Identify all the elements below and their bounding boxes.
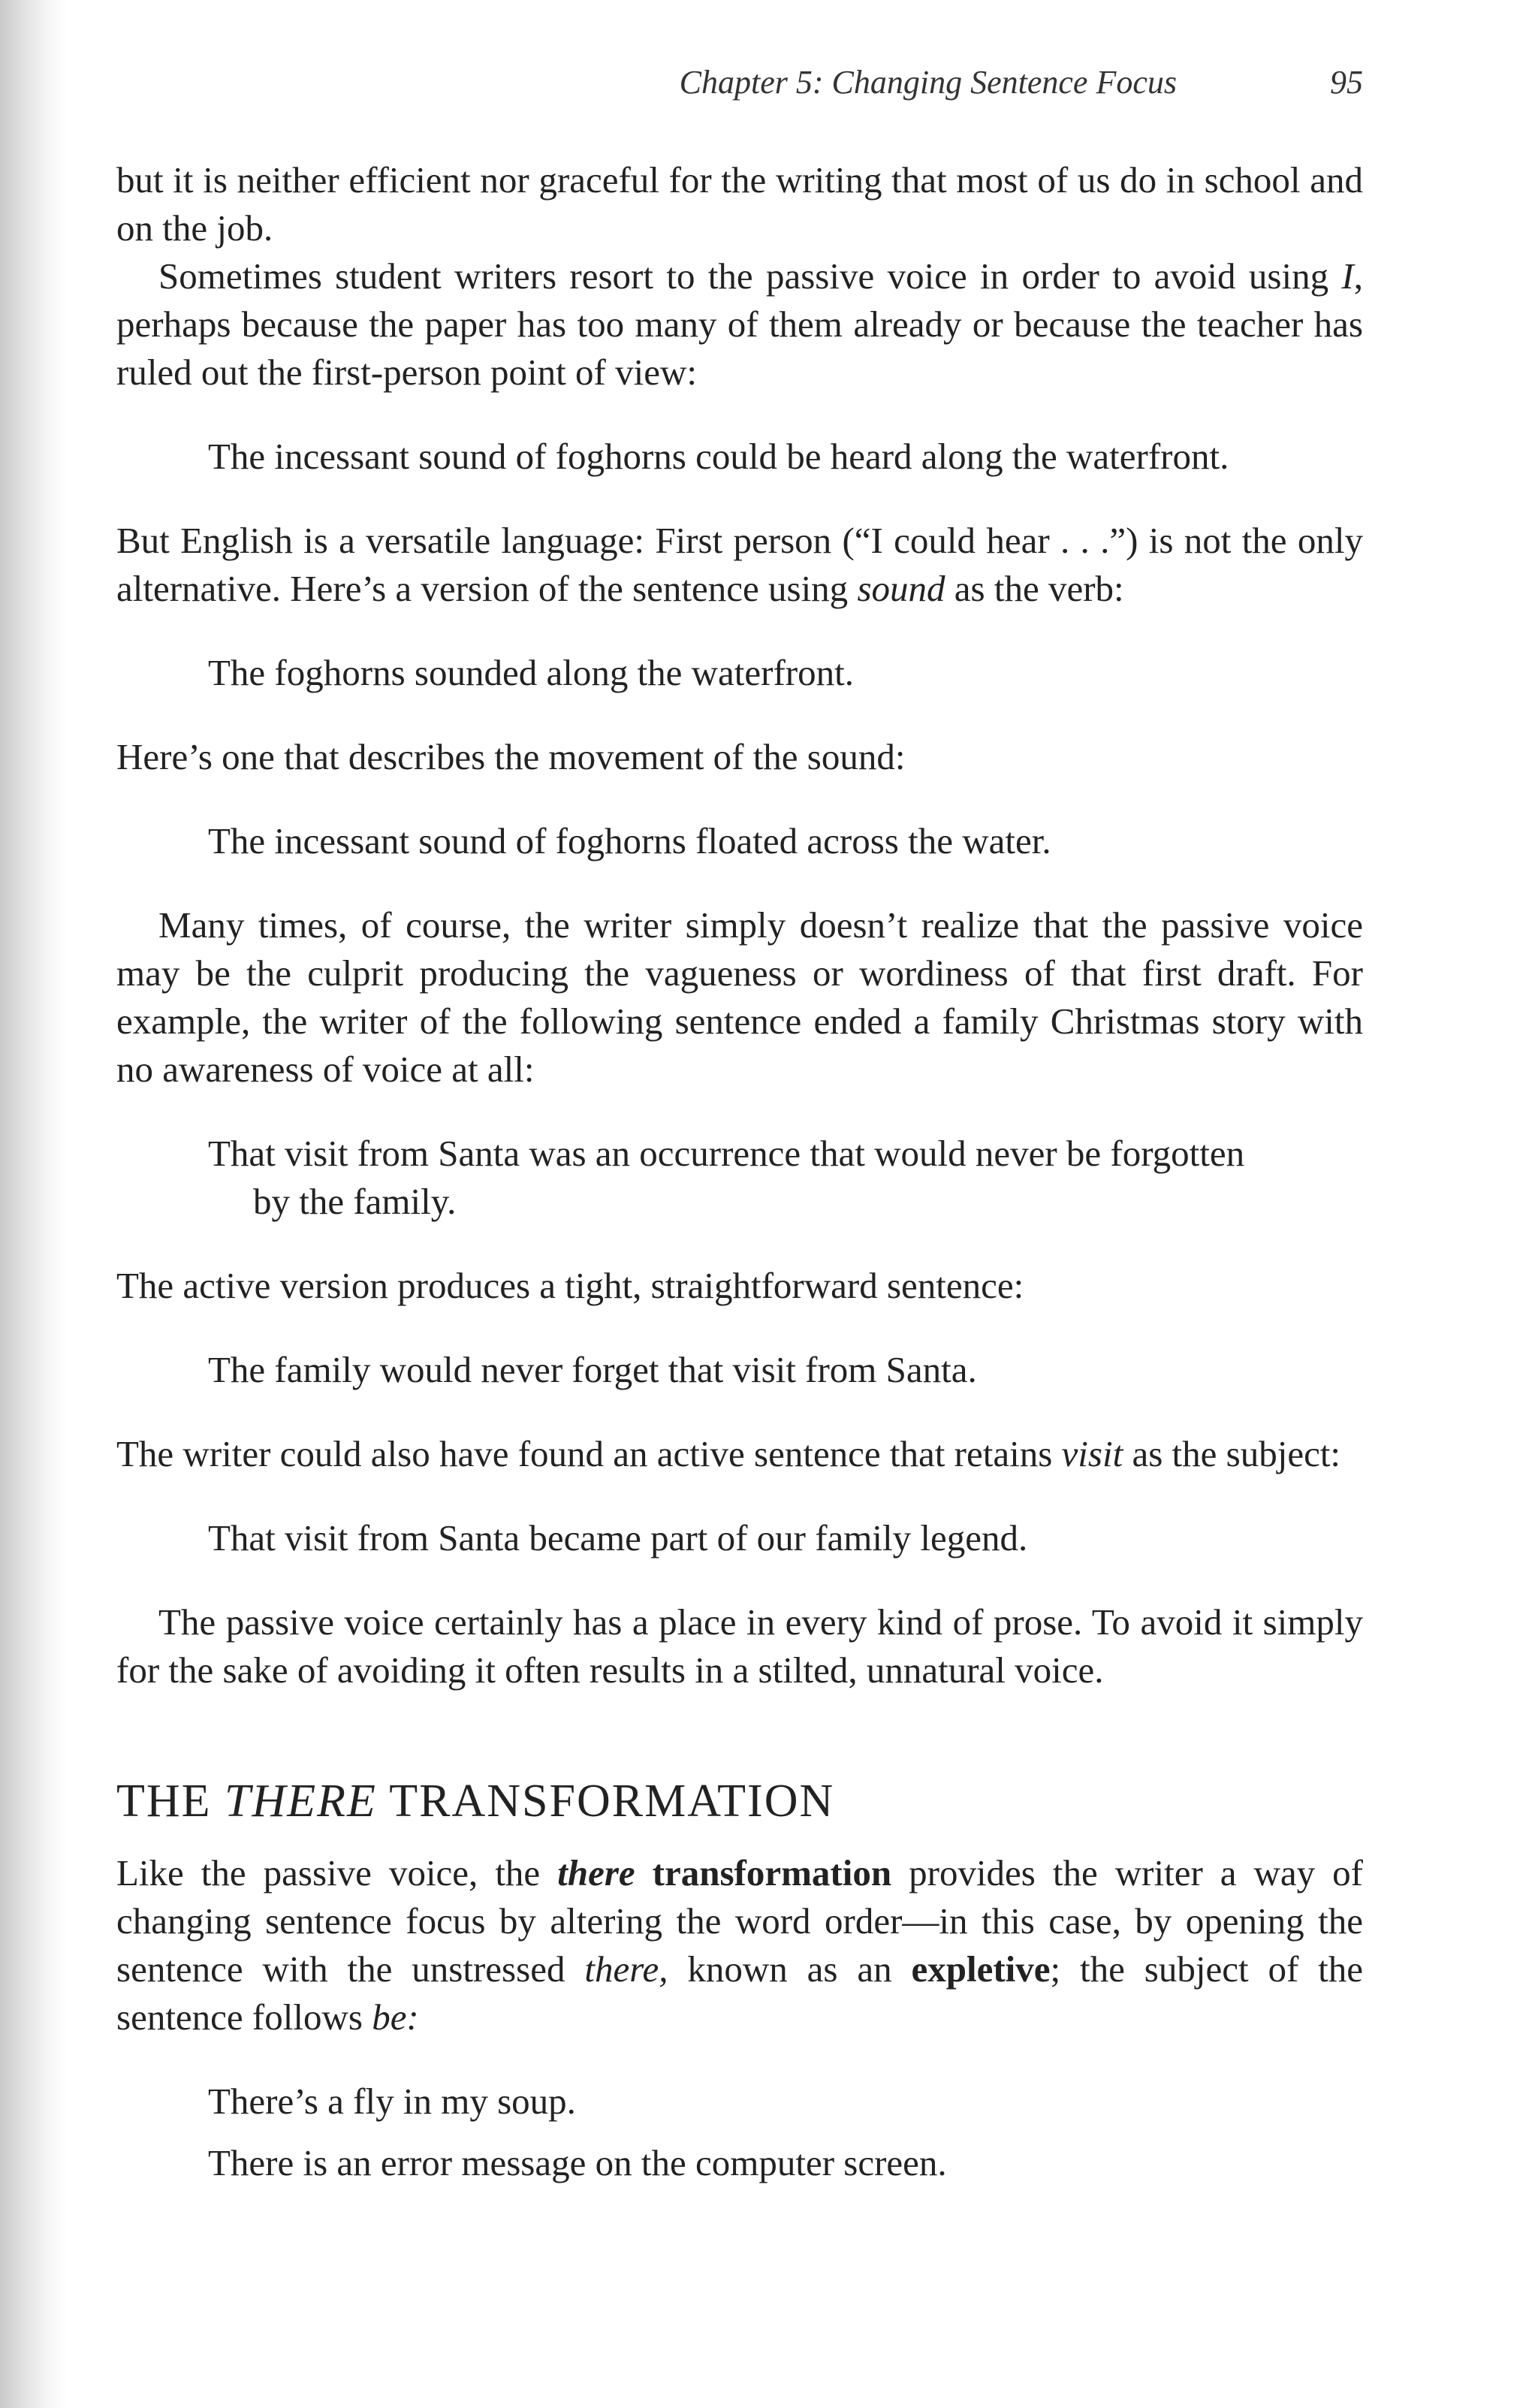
book-page (116, 0, 1363, 2408)
binding-shadow (0, 0, 68, 2408)
paragraph-6: The active version produces a tight, straightforward sentence: (116, 1265, 1024, 1306)
example-sentence-1: The incessant sound of foghorns could be heard along the waterfront. (208, 436, 1229, 477)
paragraph-5: Many times, of course, the writer simply doesn’t realize that the passive voice may be the culprit producing the vagueness or wordiness of that first draft. For example, the writer of the following sentence ended a family Christmas story with no awareness of voice at all: (116, 904, 1363, 1090)
page-number: 95 (1330, 64, 1363, 101)
example-sentence-8: There is an error message on the computer screen. (208, 2142, 947, 2183)
example-sentence-5: The family would never forget that visit from Santa. (208, 1349, 977, 1390)
example-sentence-4: That visit from Santa was an occurrence that would never be forgotten by the family. (208, 1133, 1245, 1222)
paragraph-8: The passive voice certainly has a place in every kind of prose. To avoid it simply for the sake of avoiding it often results in a stilted, unnatural voice. (116, 1601, 1363, 1691)
paragraph-9: Like the passive voice, the there transformation provides the writer a way of changing sentence focus by altering the word order—in this case, by opening the sentence with the unstressed there, known as an expletive; the subject of the sentence follows be: (116, 1852, 1364, 2038)
paragraph-7: The writer could also have found an active sentence that retains visit as the subject: (116, 1433, 1341, 1474)
paragraph-4: Here’s one that describes the movement of the sound: (116, 736, 906, 777)
body-text (116, 156, 1363, 2187)
chapter-title: Chapter 5: Changing Sentence Focus (679, 64, 1177, 101)
example-sentence-3: The incessant sound of foghorns floated across the water. (208, 820, 1051, 862)
example-sentence-2: The foghorns sounded along the waterfront. (208, 652, 854, 693)
paragraph-2: Sometimes student writers resort to the passive voice in order to avoid using I, perhaps because the paper has too many of them already or because the teacher has ruled out the first-person point of view: (116, 255, 1363, 393)
paragraph-1: but it is neither efficient nor graceful for the writing that most of us do in school and on the job. (116, 159, 1363, 249)
section-heading: THE THERE TRANSFORMATION (116, 1776, 835, 1827)
running-head (116, 63, 1363, 108)
example-sentence-6: That visit from Santa became part of our family legend. (208, 1517, 1028, 1559)
example-sentence-7: There’s a fly in my soup. (208, 2081, 576, 2122)
paragraph-3: But English is a versatile language: First person (“I could hear . . .”) is not the only alternative. Here’s a version of the sentence using sound as the verb: (116, 520, 1363, 609)
